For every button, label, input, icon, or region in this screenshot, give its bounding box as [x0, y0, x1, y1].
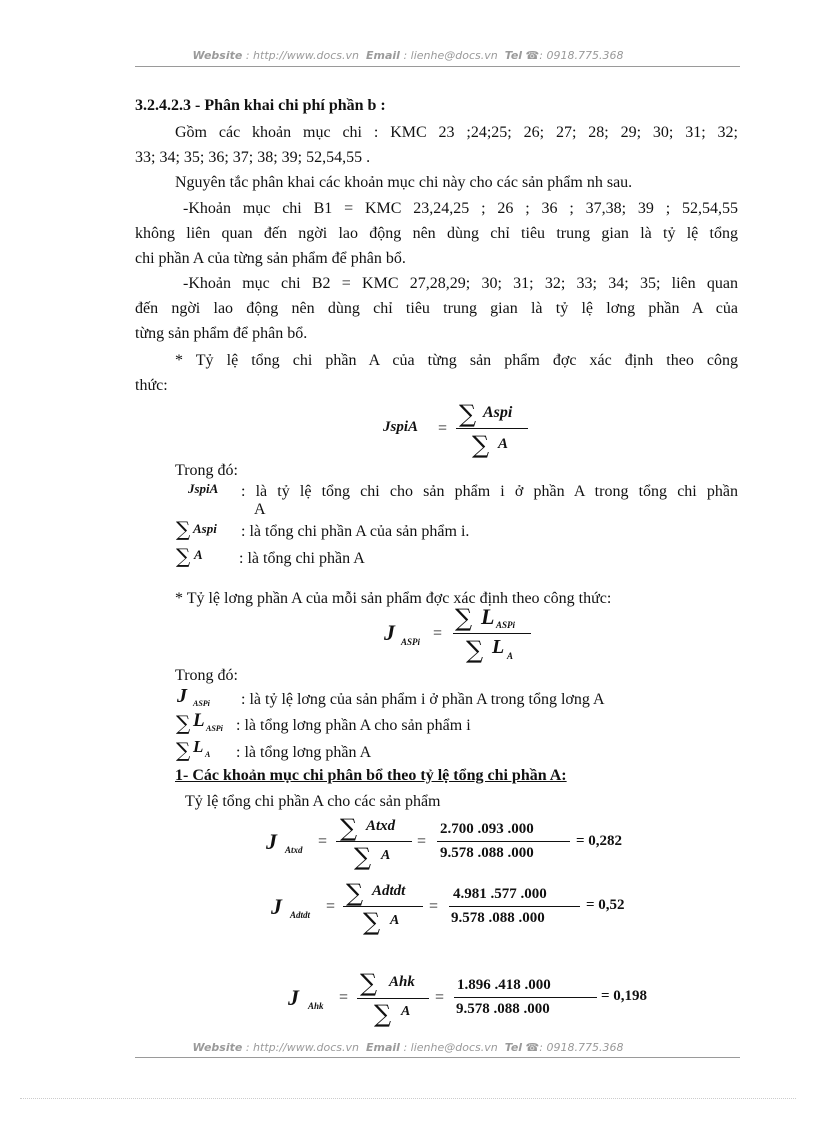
formula-ahk-num: Ahk: [389, 974, 415, 990]
section-heading: 3.2.4.2.3 - Phân khai chi phí phần b :: [135, 97, 386, 114]
formula-atxd-eq2: =: [417, 833, 427, 850]
intro-line-3: Nguyên tắc phân khai các khoản mục chi này cho các sản phẩm nh sau.: [175, 174, 633, 191]
formula-ahk-value-num: 1.896 .418 .000: [457, 977, 551, 993]
formula-ahk-eq2: =: [435, 989, 445, 1006]
footer-website-value: : http://www.docs.vn: [242, 1041, 363, 1054]
formula1-sigma-den: ∑: [472, 431, 490, 459]
def1c-text: : là tổng chi phần A: [239, 550, 365, 567]
footer-rule: [135, 1057, 740, 1058]
formula1-sigma-num: ∑: [459, 400, 477, 428]
header-tel-value: ☎: 0918.775.368: [522, 49, 624, 62]
header-website-value: : http://www.docs.vn: [242, 49, 363, 62]
def1c-symbol: A: [194, 547, 203, 562]
b1-line-1: -Khoản mục chi B1 = KMC 23,24,25 ; 26 ; 36 ; 37,38; 39 ; 52,54,55: [183, 200, 738, 217]
formula2-equals: =: [433, 625, 443, 642]
formula2-num-sub: ASPi: [496, 620, 516, 630]
formula-ahk-sigma-den: ∑: [374, 1000, 392, 1028]
formula-adtdt-sigma-num: ∑: [346, 879, 364, 907]
formula2-lhs-sub: ASPi: [401, 637, 421, 647]
def2b-sub: ASPi: [206, 724, 223, 733]
header-tel-label: Tel: [504, 49, 523, 62]
page-bottom-dotted-line: [20, 1098, 796, 1099]
formula-atxd-bar2: [437, 841, 570, 842]
formula2-den-sub: A: [507, 651, 514, 661]
formula-adtdt-bar1: [343, 906, 423, 907]
header-rule: [135, 66, 740, 67]
formula-adtdt-bar2: [449, 906, 580, 907]
ratio1-line-2: thức:: [135, 377, 168, 394]
ratio2-line: * Tỷ lệ lơng phần A của mỗi sản phẩm đợc xác định theo công thức:: [175, 590, 612, 607]
def1a-symbol: JspiA: [188, 481, 219, 496]
def2b-sigma: ∑: [176, 711, 191, 735]
formula-atxd-result: = 0,282: [576, 833, 623, 849]
formula-adtdt-eq1: =: [326, 898, 336, 915]
b2-line-1: -Khoản mục chi B2 = KMC 27,28,29; 30; 31; 32; 33; 34; 35; liên quan: [183, 275, 738, 292]
formula1-lhs: JspiA: [383, 419, 419, 435]
formula2-fraction-bar: [453, 633, 531, 634]
b2-line-2: đến ngời lao động nên dùng chỉ tiêu trung gian là tỷ lệ lơng phần A của: [135, 300, 738, 317]
formula-atxd-sub: Atxd: [285, 845, 303, 855]
formula-ahk-j: J: [288, 985, 299, 1010]
def2a-text: : là tỷ lệ lơng của sản phẩm i ở phần A trong tổng lơng A: [241, 691, 605, 708]
formula-adtdt-j: J: [271, 894, 282, 919]
page-footer: [0, 1041, 816, 1054]
page-header: [0, 49, 816, 62]
def2b-text: : là tổng lơng phần A cho sản phẩm i: [236, 717, 471, 734]
formula-atxd-bar1: [336, 841, 412, 842]
where-1-label: Trong đó:: [175, 462, 238, 479]
header-website-label: Website: [192, 49, 243, 62]
ratio1-line-1: * Tỷ lệ tổng chi phần A của từng sản phẩm đợc xác định theo công: [175, 352, 738, 369]
formula-adtdt-result: = 0,52: [586, 897, 625, 913]
formula-atxd-num: Atxd: [366, 818, 396, 834]
formula-ahk-bar1: [357, 998, 429, 999]
formula-ahk-den: A: [401, 1004, 411, 1019]
def1b-text: : là tổng chi phần A của sản phẩm i.: [241, 523, 470, 540]
formula-atxd-sigma-num: ∑: [340, 814, 358, 842]
formula-ahk-sub: Ahk: [308, 1001, 324, 1011]
footer-email-label: Email: [366, 1041, 400, 1054]
footer-email-value: : lienhe@docs.vn: [399, 1041, 502, 1054]
formula-ahk-bar2: [454, 997, 597, 998]
subheading-line: Tỷ lệ tổng chi phần A cho các sản phẩm: [185, 793, 441, 810]
def1b-sigma: ∑: [176, 517, 191, 541]
formula1-num: Aspi: [483, 404, 513, 421]
formula-adtdt-value-den: 9.578 .088 .000: [451, 910, 545, 926]
formula-adtdt-sigma-den: ∑: [363, 908, 381, 936]
formula2-num-l: L: [481, 604, 495, 629]
def2c-l: L: [193, 737, 204, 756]
def2c-sigma: ∑: [176, 738, 191, 762]
footer-website-label: Website: [192, 1041, 243, 1054]
formula1-den: A: [498, 436, 509, 452]
formula1-equals: =: [438, 420, 448, 437]
b1-line-3: chi phần A của từng sản phẩm để phân bổ.: [135, 250, 406, 267]
formula2-den-l: L: [492, 636, 505, 658]
formula-atxd-value-den: 9.578 .088 .000: [440, 845, 534, 861]
formula2-lhs-j: J: [384, 620, 395, 645]
formula2-sigma-num: ∑: [455, 604, 473, 632]
formula-adtdt-eq2: =: [429, 898, 439, 915]
formula-adtdt-num: Adtdt: [372, 883, 406, 899]
formula-atxd-eq1: =: [318, 833, 328, 850]
b1-line-2: không liên quan đến ngời lao động nên dùng chỉ tiêu trung gian là tỷ lệ tổng: [135, 225, 738, 242]
intro-line-2: 33; 34; 35; 36; 37; 38; 39; 52,54,55 .: [135, 149, 371, 166]
header-email-label: Email: [366, 49, 400, 62]
def2a-j: J: [177, 685, 187, 707]
def2c-sub: A: [205, 750, 211, 759]
formula-adtdt-sub: Adtdt: [290, 910, 311, 920]
where-2-label: Trong đó:: [175, 667, 238, 684]
def1a-text: : là tỷ lệ tổng chi cho sản phẩm i ở phần A trong tổng chi phần: [241, 483, 738, 500]
def1b-symbol: Aspi: [193, 521, 217, 536]
footer-tel-label: Tel: [504, 1041, 523, 1054]
formula2-sigma-den: ∑: [466, 636, 484, 664]
formula-adtdt-den: A: [390, 913, 400, 928]
formula-atxd-den: A: [381, 848, 391, 863]
def2a-sub: ASPi: [193, 699, 210, 708]
formula1-fraction-bar: [456, 428, 528, 429]
intro-line-1: Gồm các khoản mục chi : KMC 23 ;24;25; 26; 27; 28; 29; 30; 31; 32;: [175, 124, 738, 141]
b2-line-3: từng sản phẩm để phân bổ.: [135, 325, 308, 342]
footer-tel-value: ☎: 0918.775.368: [522, 1041, 624, 1054]
formula-ahk-result: = 0,198: [601, 988, 648, 1004]
formula-ahk-sigma-num: ∑: [360, 969, 378, 997]
def2b-l: L: [193, 710, 205, 731]
subheading: 1- Các khoản mục chi phân bổ theo tỷ lệ tổng chi phần A:: [175, 767, 567, 784]
formula-adtdt-value-num: 4.981 .577 .000: [453, 886, 547, 902]
def2c-text: : là tổng lơng phần A: [236, 744, 372, 761]
def1c-sigma: ∑: [176, 544, 191, 568]
def1a-text-cont: A: [254, 501, 266, 518]
formula-ahk-value-den: 9.578 .088 .000: [456, 1001, 550, 1017]
formula-atxd-value-num: 2.700 .093 .000: [440, 821, 534, 837]
formula-atxd-sigma-den: ∑: [354, 843, 372, 871]
header-email-value: : lienhe@docs.vn: [399, 49, 502, 62]
formula-atxd-j: J: [266, 829, 277, 854]
formula-ahk-eq1: =: [339, 989, 349, 1006]
